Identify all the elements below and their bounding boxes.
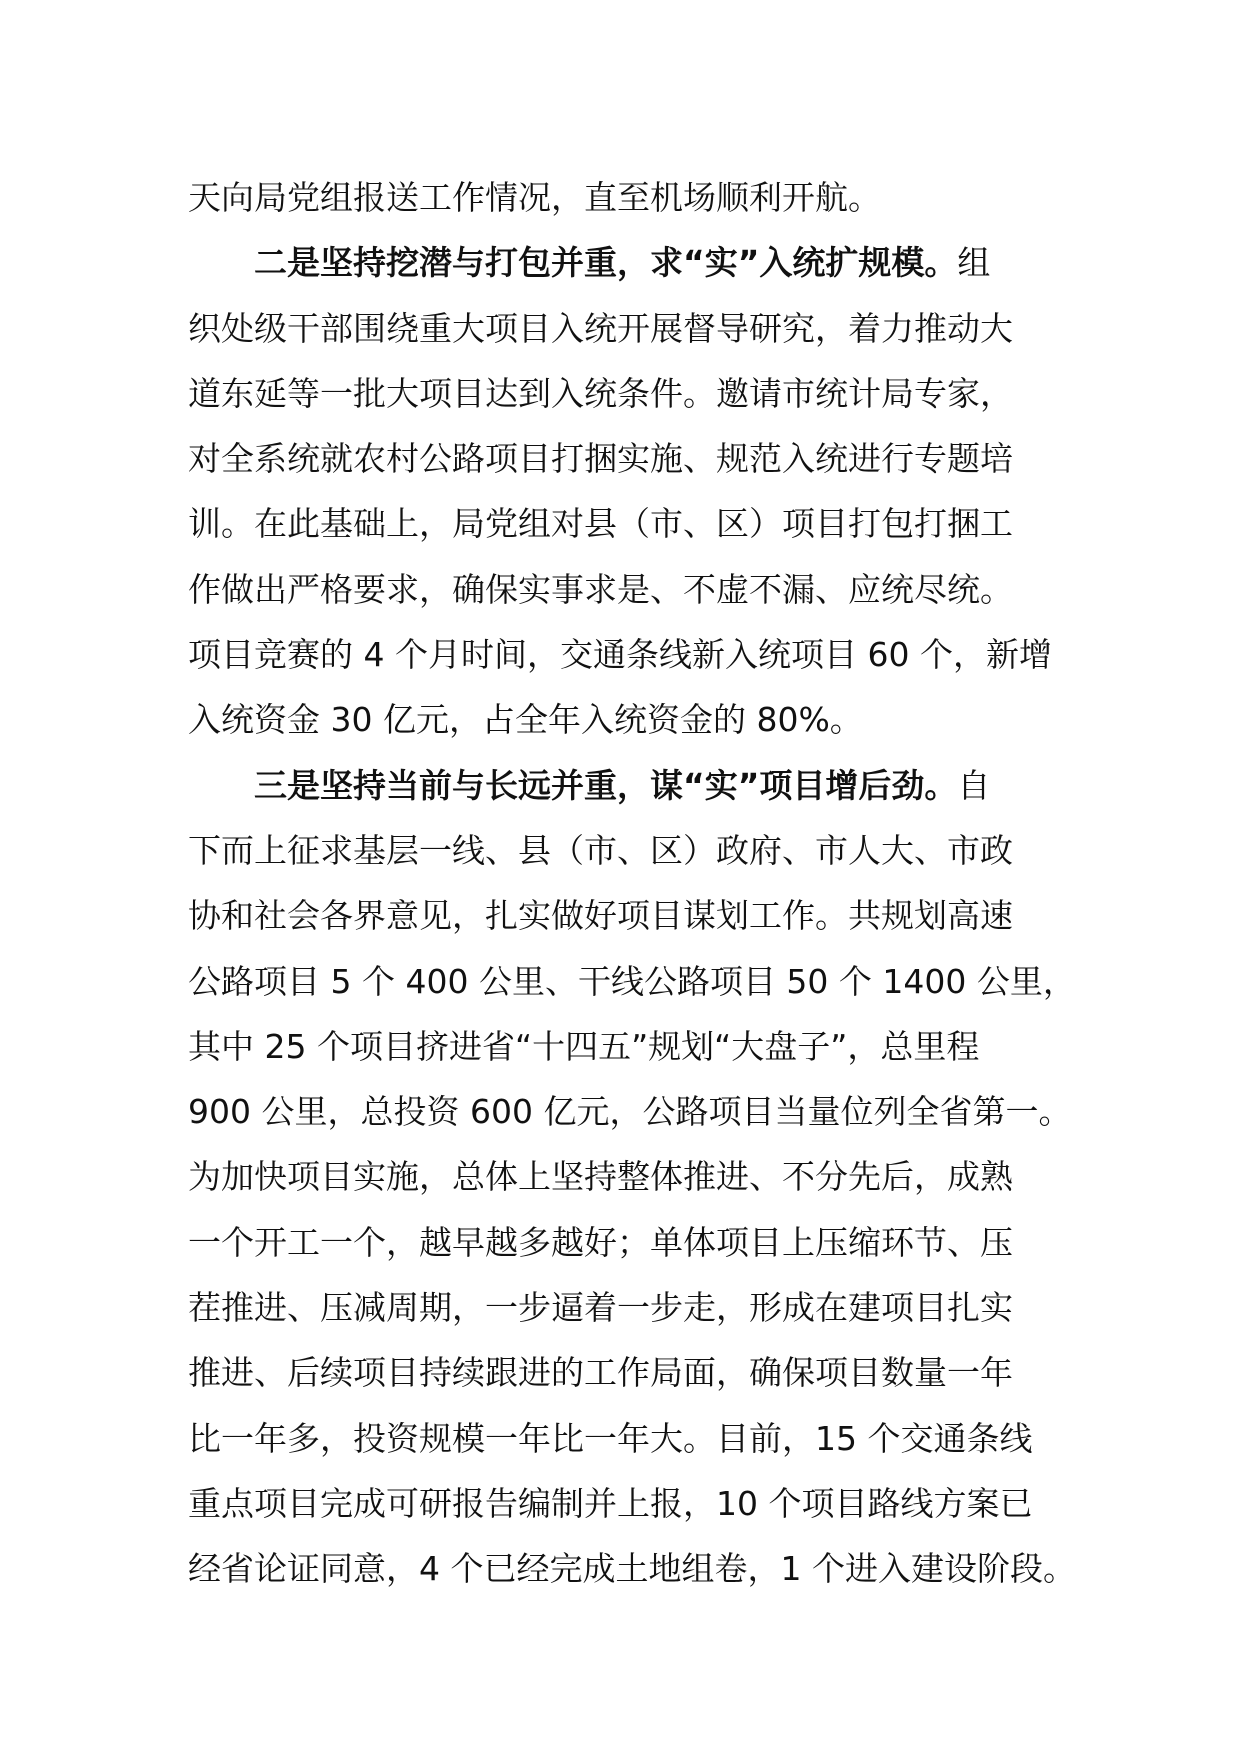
text-line [188, 491, 1088, 556]
body-text-segment: 道东延等一批大项目达到入统条件。邀请市统计局专家， [188, 373, 1013, 413]
text-line [188, 1275, 1088, 1340]
body-text-segment: 公路项目 5 个 400 公里、干线公路项目 50 个 1400 公里， [188, 961, 1076, 1001]
body-text-segment: 茬推进、压减周期，一步逼着一步走，形成在建项目扎实 [188, 1288, 1013, 1328]
text-line [188, 949, 1088, 1014]
body-text-segment: 推进、后续项目持续跟进的工作局面，确保项目数量一年 [188, 1353, 1013, 1393]
text-line [188, 1014, 1088, 1079]
body-text-segment: 入统资金 30 亿元，占全年入统资金的 80%。 [188, 700, 863, 740]
body-text-segment: 经省论证同意，4 个已经完成土地组卷，1 个进入建设阶段。 [188, 1549, 1076, 1589]
text-line [188, 230, 1088, 295]
body-text-segment: 对全系统就农村公路项目打捆实施、规范入统进行专题培 [188, 439, 1013, 479]
text-line [188, 165, 1088, 230]
body-text-segment: 天向局党组报送工作情况，直至机场顺利开航。 [188, 178, 881, 217]
body-text-segment: 训。在此基础上，局党组对县（市、区）项目打包打捆工 [188, 504, 1013, 544]
text-line [188, 426, 1088, 491]
text-line [188, 557, 1088, 622]
bold-heading-text: 二是坚持挖潜与打包并重，求“实”入统扩规模。 [254, 243, 958, 283]
body-text-segment: 其中 25 个项目挤进省“十四五”规划“大盘子”，总里程 [188, 1026, 980, 1066]
body-text-segment: 为加快项目实施，总体上坚持整体推进、不分先后，成熟 [188, 1157, 1013, 1197]
text-line [188, 361, 1088, 426]
text-line [188, 1210, 1088, 1275]
text-line [188, 687, 1088, 752]
body-text-segment: 织处级干部围绕重大项目入统开展督导研究，着力推动大 [188, 308, 1013, 348]
text-line [188, 1340, 1088, 1405]
body-text-segment: 项目竞赛的 4 个月时间，交通条线新入统项目 60 个，新增 [188, 635, 1052, 675]
body-text-segment: 组 [957, 243, 991, 283]
text-line [188, 1144, 1088, 1209]
text-line [188, 753, 1088, 818]
body-text-segment: 重点项目完成可研报告编制并上报，10 个项目路线方案已 [188, 1483, 1033, 1523]
body-text-segment: 900 公里，总投资 600 亿元，公路项目当量位列全省第一。 [188, 1092, 1072, 1132]
body-text-segment: 比一年多，投资规模一年比一年大。目前，15 个交通条线 [188, 1418, 1033, 1458]
body-text [188, 165, 1088, 1602]
body-text-segment: 下而上征求基层一线、县（市、区）政府、市人大、市政 [188, 830, 1013, 870]
text-line [188, 296, 1088, 361]
body-text-segment: 作做出严格要求，确保实事求是、不虚不漏、应统尽统。 [188, 569, 1013, 609]
text-line [188, 1471, 1088, 1536]
bold-heading-text: 三是坚持当前与长远并重，谋“实”项目增后劲。 [254, 765, 958, 805]
body-text-segment: 自 [957, 765, 991, 805]
text-line [188, 1079, 1088, 1144]
text-line [188, 1536, 1088, 1601]
body-text-segment: 一个开工一个，越早越多越好；单体项目上压缩环节、压 [188, 1222, 1013, 1262]
text-line [188, 818, 1088, 883]
text-line [188, 622, 1088, 687]
text-line [188, 883, 1088, 948]
body-text-segment: 协和社会各界意见，扎实做好项目谋划工作。共规划高速 [188, 896, 1013, 936]
text-line [188, 1406, 1088, 1471]
